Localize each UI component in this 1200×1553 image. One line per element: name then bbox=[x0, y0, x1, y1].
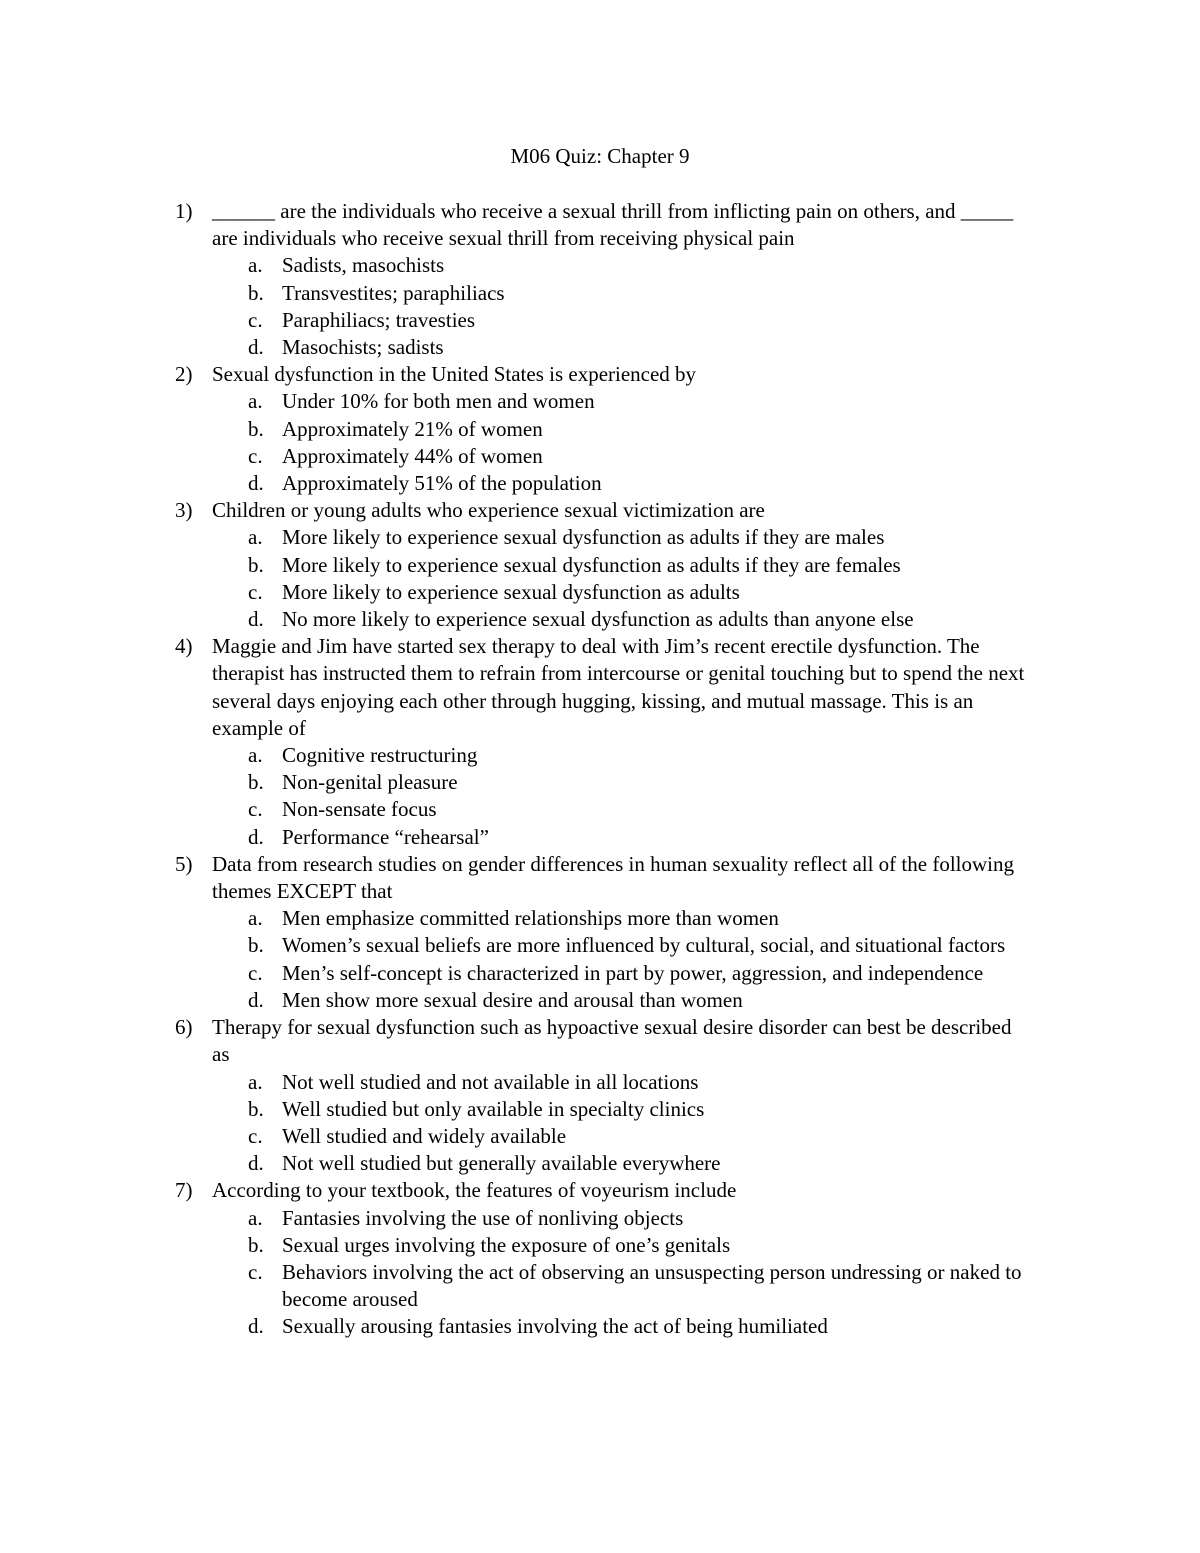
option-letter: b. bbox=[248, 933, 264, 958]
option-letter: c. bbox=[248, 797, 263, 822]
option-letter: b. bbox=[248, 1096, 264, 1121]
option-letter: d. bbox=[248, 824, 264, 849]
question-5 bbox=[0, 851, 1032, 905]
option-text: Non-sensate focus bbox=[282, 797, 437, 822]
option-letter: c. bbox=[248, 1259, 263, 1284]
answer-option bbox=[0, 443, 1032, 470]
option-text: Non-genital pleasure bbox=[282, 770, 458, 795]
option-text: Not well studied and not available in all locations bbox=[282, 1069, 699, 1094]
question-number: 3) bbox=[175, 498, 193, 523]
option-text: Sexual urges involving the exposure of one’s genitals bbox=[282, 1232, 731, 1257]
option-text: Masochists; sadists bbox=[282, 335, 444, 360]
option-letter: a. bbox=[248, 743, 263, 768]
option-letter: a. bbox=[248, 906, 263, 931]
answer-option bbox=[0, 280, 1032, 307]
answer-option bbox=[0, 1259, 1032, 1313]
answer-option bbox=[0, 932, 1032, 959]
option-text: More likely to experience sexual dysfunction as adults if they are females bbox=[282, 552, 901, 577]
question-text: Children or young adults who experience sexual victimization are bbox=[212, 498, 765, 523]
question-number: 5) bbox=[175, 851, 193, 876]
answer-option bbox=[0, 1123, 1032, 1150]
page-title: M06 Quiz: Chapter 9 bbox=[510, 144, 690, 168]
answer-option bbox=[0, 524, 1032, 551]
option-text: Sadists, masochists bbox=[282, 253, 445, 278]
answer-option bbox=[0, 742, 1032, 769]
answer-option bbox=[0, 579, 1032, 606]
option-letter: c. bbox=[248, 307, 263, 332]
option-letter: d. bbox=[248, 1151, 264, 1176]
question-list bbox=[0, 198, 1200, 1341]
option-letter: c. bbox=[248, 579, 263, 604]
option-letter: b. bbox=[248, 552, 264, 577]
answer-option bbox=[0, 1150, 1032, 1177]
answer-option bbox=[0, 769, 1032, 796]
option-letter: d. bbox=[248, 471, 264, 496]
option-text: More likely to experience sexual dysfunction as adults bbox=[282, 579, 740, 604]
option-letter: c. bbox=[248, 960, 263, 985]
option-text: Cognitive restructuring bbox=[282, 743, 478, 768]
question-number: 2) bbox=[175, 362, 193, 387]
question-number: 1) bbox=[175, 199, 193, 223]
option-letter: b. bbox=[248, 1232, 264, 1257]
option-letter: b. bbox=[248, 280, 264, 305]
option-text: Under 10% for both men and women bbox=[282, 389, 595, 414]
answer-option bbox=[0, 796, 1032, 823]
option-letter: d. bbox=[248, 335, 264, 360]
option-text: Approximately 44% of women bbox=[282, 443, 543, 468]
question-2 bbox=[0, 361, 1032, 388]
question-7 bbox=[0, 1177, 1032, 1204]
answer-option bbox=[0, 252, 1032, 279]
answer-option bbox=[0, 334, 1032, 361]
question-text: Therapy for sexual dysfunction such as hypoactive sexual desire disorder can best be described as bbox=[212, 1015, 1012, 1067]
option-text: Women’s sexual beliefs are more influenced by cultural, social, and situational factors bbox=[282, 933, 1006, 958]
option-text: Approximately 21% of women bbox=[282, 416, 543, 441]
question-number: 6) bbox=[175, 1015, 193, 1040]
answer-option bbox=[0, 470, 1032, 497]
question-number: 4) bbox=[175, 634, 193, 659]
option-letter: c. bbox=[248, 443, 263, 468]
answer-option bbox=[0, 388, 1032, 415]
option-text: Sexually arousing fantasies involving the act of being humiliated bbox=[282, 1314, 828, 1339]
answer-option bbox=[0, 1096, 1032, 1123]
answer-option bbox=[0, 552, 1032, 579]
question-1 bbox=[0, 198, 1032, 252]
question-text: Sexual dysfunction in the United States is experienced by bbox=[212, 362, 697, 387]
option-text: Well studied but only available in specialty clinics bbox=[282, 1096, 705, 1121]
answer-option bbox=[0, 1232, 1032, 1259]
option-letter: d. bbox=[248, 1314, 264, 1339]
option-text: Performance “rehearsal” bbox=[282, 824, 489, 849]
option-letter: b. bbox=[248, 416, 264, 441]
answer-option bbox=[0, 307, 1032, 334]
option-text: Fantasies involving the use of nonliving objects bbox=[282, 1205, 684, 1230]
question-4 bbox=[0, 633, 1032, 742]
answer-option bbox=[0, 606, 1032, 633]
question-text: ______ are the individuals who receive a sexual thrill from inflicting pain on others, and _____ are individuals who receive sexual thrill from receiving physical pain bbox=[212, 199, 1014, 251]
option-text: Men show more sexual desire and arousal than women bbox=[282, 987, 743, 1012]
option-letter: a. bbox=[248, 253, 263, 278]
answer-option bbox=[0, 960, 1032, 987]
question-text: Maggie and Jim have started sex therapy to deal with Jim’s recent erectile dysfunction. The therapist has instructed them to refrain from intercourse or genital touching but to spend the next several days enjoying each other through hugging, kissing, and mutual massage. This is an example of bbox=[212, 634, 1025, 740]
option-text: Men emphasize committed relationships more than women bbox=[282, 906, 779, 931]
answer-option bbox=[0, 416, 1032, 443]
answer-option bbox=[0, 1313, 1032, 1340]
question-3 bbox=[0, 497, 1032, 524]
option-text: Paraphiliacs; travesties bbox=[282, 307, 476, 332]
option-text: Not well studied but generally available everywhere bbox=[282, 1151, 721, 1176]
option-text: Behaviors involving the act of observing an unsuspecting person undressing or naked to become aroused bbox=[282, 1259, 1022, 1312]
option-text: Transvestites; paraphiliacs bbox=[282, 280, 505, 305]
option-letter: a. bbox=[248, 1069, 263, 1094]
question-text: Data from research studies on gender differences in human sexuality reflect all of the following themes EXCEPT that bbox=[212, 851, 1014, 904]
answer-option bbox=[0, 824, 1032, 851]
option-letter: a. bbox=[248, 389, 263, 414]
option-letter: d. bbox=[248, 987, 264, 1012]
option-text: No more likely to experience sexual dysfunction as adults than anyone else bbox=[282, 607, 914, 632]
option-letter: c. bbox=[248, 1123, 263, 1148]
option-text: Approximately 51% of the population bbox=[282, 471, 602, 496]
answer-option bbox=[0, 905, 1032, 932]
answer-option bbox=[0, 1069, 1032, 1096]
option-text: More likely to experience sexual dysfunction as adults if they are males bbox=[282, 525, 885, 550]
question-number: 7) bbox=[175, 1178, 193, 1203]
option-text: Men’s self-concept is characterized in part by power, aggression, and independence bbox=[282, 960, 984, 985]
answer-option bbox=[0, 987, 1032, 1014]
answer-option bbox=[0, 1205, 1032, 1232]
option-letter: a. bbox=[248, 1205, 263, 1230]
question-text: According to your textbook, the features of voyeurism include bbox=[212, 1178, 737, 1203]
question-6 bbox=[0, 1014, 1032, 1068]
option-letter: a. bbox=[248, 525, 263, 550]
option-text: Well studied and widely available bbox=[282, 1123, 567, 1148]
option-letter: d. bbox=[248, 607, 264, 632]
option-letter: b. bbox=[248, 770, 264, 795]
